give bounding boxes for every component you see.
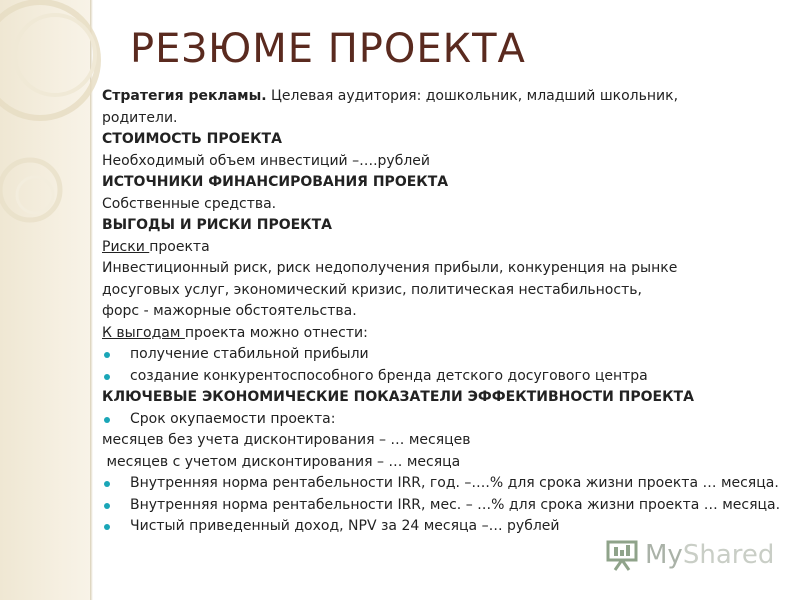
paragraph-line: досуговых услуг, экономический кризис, политическая нестабильность, (102, 281, 642, 298)
watermark-text (645, 540, 774, 570)
slide-title: РЕЗЮМЕ ПРОЕКТА (130, 26, 526, 72)
section-heading: ВЫГОДЫ И РИСКИ ПРОЕКТА (102, 217, 332, 233)
watermark-part2: Sh (682, 540, 716, 570)
bullet-item: создание конкурентоспособного бренда детского досугового центра (102, 366, 792, 388)
bullet-item: Внутренняя норма рентабельности IRR, год. –….% для срока жизни проекта … месяца. (102, 473, 792, 495)
line-text: проекта можно отнести: (184, 324, 368, 341)
underlined-label: К выгодам (102, 324, 185, 341)
paragraph-line: родители. (102, 109, 178, 126)
paragraph-line (102, 86, 792, 108)
watermark-part3: ared (715, 540, 775, 570)
paragraph-line (102, 323, 792, 345)
bullet-item: Чистый приведенный доход, NPV за 24 месяца –… рублей (102, 516, 792, 538)
paragraph-line: форс - мажорные обстоятельства. (102, 303, 357, 319)
bullet-item: Внутренняя норма рентабельности IRR, мес. – …% для срока жизни проекта … месяца. (102, 495, 792, 517)
watermark-logo (605, 535, 774, 575)
underlined-label: Риски (102, 238, 150, 255)
watermark-part1: My (645, 540, 683, 570)
section-heading: СТОИМОСТЬ ПРОЕКТА (102, 131, 282, 147)
section-heading: КЛЮЧЕВЫЕ ЭКОНОМИЧЕСКИЕ ПОКАЗАТЕЛИ ЭФФЕКТИВНОСТИ ПРОЕКТА (102, 389, 694, 405)
paragraph-line: Инвестиционный риск, риск недополучения прибыли, конкуренция на рынке (102, 260, 678, 276)
slide-content (102, 86, 792, 538)
paragraph-line: Необходимый объем инвестиций –….рублей (102, 152, 431, 169)
paragraph-line (102, 237, 792, 259)
paragraph-line: месяцев с учетом дисконтирования – … месяца (102, 453, 461, 470)
section-heading: ИСТОЧНИКИ ФИНАНСИРОВАНИЯ ПРОЕКТА (102, 174, 449, 190)
presentation-board-icon (605, 538, 639, 572)
bold-label: Стратегия рекламы. (102, 88, 267, 104)
paragraph-line: месяцев без учета дисконтирования – … месяцев (102, 432, 471, 448)
bullet-item: Срок окупаемости проекта: (102, 409, 792, 431)
line-text: проекта (149, 238, 210, 255)
bullet-item: получение стабильной прибыли (102, 344, 792, 366)
paragraph-line: Собственные средства. (102, 195, 277, 212)
line-text: Целевая аудитория: дошкольник, младший школьник, (266, 88, 679, 104)
